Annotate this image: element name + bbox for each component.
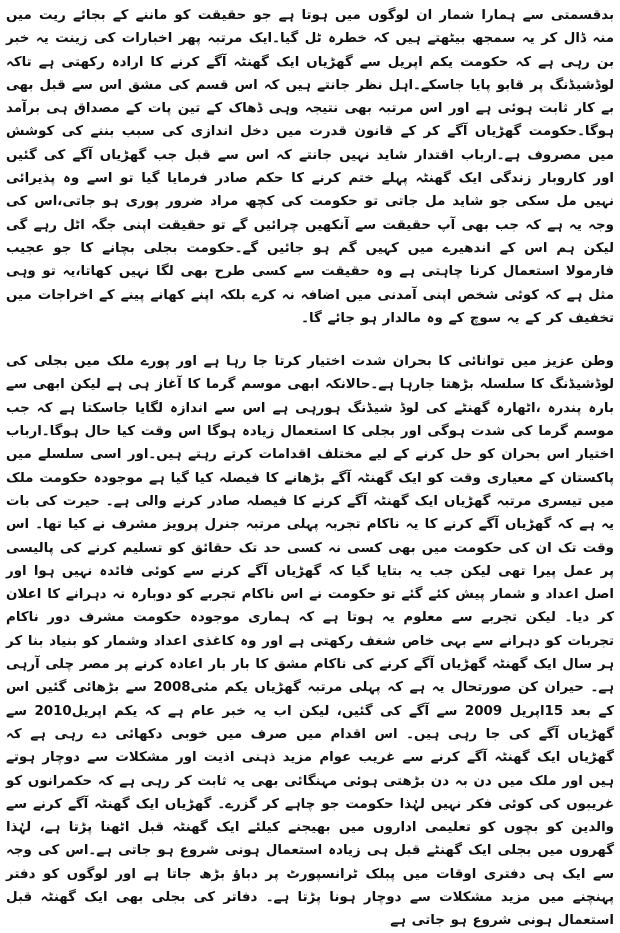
article-page bbox=[6, 4, 614, 929]
article-paragraph-2: وطن عزیز میں توانائی کا بحران شدت اختیار کرتا جا رہا ہے اور پورے ملک میں بجلی کی لوڈشیڈنگ کا سلسلہ بڑھتا جارہا ہے۔حالانکہ ابھی موسم گرما کا آغاز ہی ہے لیکن ابھی سے بارہ پندرہ ،اٹھارہ گھنٹے کی لوڈ شیڈنگ ہورہی ہے اس سے اندازہ لگایا جاسکتا ہے کہ جب موسم گرما کی شدت ہوگی اور بجلی کا استعمال زیادہ ہوگا اس وقت کیا حال ہوگا۔ارباب اختیار اس بحران کو حل کرنے کے لیے مختلف اقدامات کرتے رہتے ہیں۔اور اسی سلسلے میں پاکستان کے معیاری وقت کو ایک گھنٹہ آگے بڑھانے کا فیصلہ کیا گیا ہے موجودہ حکومت ملک میں تیسری مرتبہ گھڑیاں ایک گھنٹہ آگے کرنے کا فیصلہ صادر کرنے والی ہے۔ حیرت کی بات یہ ہے کہ گھڑیاں آگے کرنے کا یہ ناکام تجربہ پہلی مرتبہ جنرل پرویز مشرف نے کیا تھا۔ اس وقت تک ان کی حکومت میں بھی کسی نہ کسی حد تک حقائق کو تسلیم کرنے کی پالیسی پر عمل پیرا تھی لیکن جب یہ بتایا گیا کہ گھڑیاں آگے کرنے سے کوئی فائدہ نہیں ہوا اور اصل اعداد و شمار پیش کئے گئے تو حکومت نے اس ناکام تجربے کو دوبارہ نہ دہرانے کا اعلان کر دیا۔ لیکن تجربے سے معلوم یہ ہوتا ہے کہ ہماری موجودہ حکومت مشرف دور ناکام تجربات کو دہرانے سے بہی خاص شغف رکھتی ہے اور وہ کاغذی اعداد وشمار کو بنیاد بنا کر ہر سال ایک گھنٹہ گھڑیاں آگے کرنے کی ناکام مشق کا بار بار اعادہ کرنے پر مصر چلی آرہی ہے۔ حیران کن صورتحال یہ ہے کہ پہلی مرتبہ گھڑیاں یکم مئی2008 سے بڑھائی گئیں اس کے بعد 15اپریل 2009 سے آگے کی گئیں، لیکن اب یہ خبر عام ہے کہ یکم اپریل2010 سے گھڑیاں آگے کی جا رہی ہیں۔ اس اقدام میں صرف میں خوبی دکھائی دے رہی ہے کہ گھڑیاں ایک گھنٹہ آگے کرنے سے غریب عوام مزید ذہنی اذیت اور مشکلات سے دوچار ہوتے ہیں اور ملک میں دن بہ دن بڑھتی ہوئی مہنگائی بھی یہ ثابت کر رہی ہے کہ حکمرانوں کو غریبوں کی کوئی فکر نہیں لہٰذا حکومت جو چاہے کر گزرے۔ گھڑیاں ایک گھنٹہ آگے کرنے سے والدین کو بچوں کو تعلیمی اداروں میں بھیجنے کیلئے ایک گھنٹہ قبل اٹھنا پڑتا ہے، لہٰذا گھروں میں بجلی ایک گھنٹے قبل ہی زیادہ استعمال ہونی شروع ہو جاتی ہے۔اس کی وجہ سے ایک ہی دفتری اوقات میں پبلک ٹرانسپورٹ پر دباؤ بڑھ جاتا ہے اور لوگوں کو دفتر پہنچنے میں مزید مشکلات سے دوچار ہونا پڑتا ہے۔ دفاتر کی بجلی بھی ایک گھنٹہ قبل استعمال ہونی شروع ہو جاتی ہے bbox=[6, 354, 614, 929]
article-paragraph-1: بدقسمتی سے ہمارا شمار ان لوگوں میں ہوتا ہے جو حقیقت کو ماننے کے بجائے ریت میں منہ ڈال کر یہ سمجھ بیٹھتے ہیں کہ خطرہ ٹل گیا۔ایک مرتبہ پھر اخبارات کی زینت یہ خبر بن رہی ہے کہ حکومت یکم اپریل سے گھڑیاں ایک گھنٹہ آگے کرنے کا ارادہ رکھتی ہے تاکہ لوڈشیڈنگ پر قابو پایا جاسکے۔اہل نظر جانتے ہیں کہ اس قسم کی مشق اس سے قبل بھی بے کار ثابت ہوئی ہے اور اس مرتبہ بھی نتیجہ وہی ڈھاک کے تین پات کے مصداق ہی برآمد ہوگا۔حکومت گھڑیاں آگے کر کے قانون قدرت میں دخل اندازی کی سبب بننے کی کوشش میں مصروف ہے۔ارباب اقتدار شاید نہیں جانتے کہ اس سے قبل جب گھڑیاں آگے کی گئیں اور کاروبار زندگی ایک گھنٹہ پہلے ختم کرنے کا حکم صادر فرمایا گیا تو اسے وہ پذیرائی نہیں مل سکی جو شاید مل جاتی تو حکومت کی کچھ مراد ضرور پوری ہو جاتی،اس کی وجہ یہ ہے کہ جب بھی آپ حقیقت سے آنکھیں چرائیں گے تو حقیقت اپنی جگہ اٹل رہے گی لیکن ہم اس کے اندھیرے میں کہیں گم ہو جائیں گے۔حکومت بجلی بچانے کا جو عجیب فارمولا استعمال کرنا چاہتی ہے وہ حقیقت سے کسی طرح بھی لگا نہیں کھاتا،یہ تو وہی مثل ہے کہ کوئی شخص اپنی آمدنی میں اضافہ نہ کرے بلکہ اپنے کھانے پینے کے اخراجات میں تخفیف کر کے یہ سوچ کے وہ مالدار ہو جائے گا۔ bbox=[6, 8, 614, 326]
paragraph-spacer bbox=[6, 330, 614, 350]
